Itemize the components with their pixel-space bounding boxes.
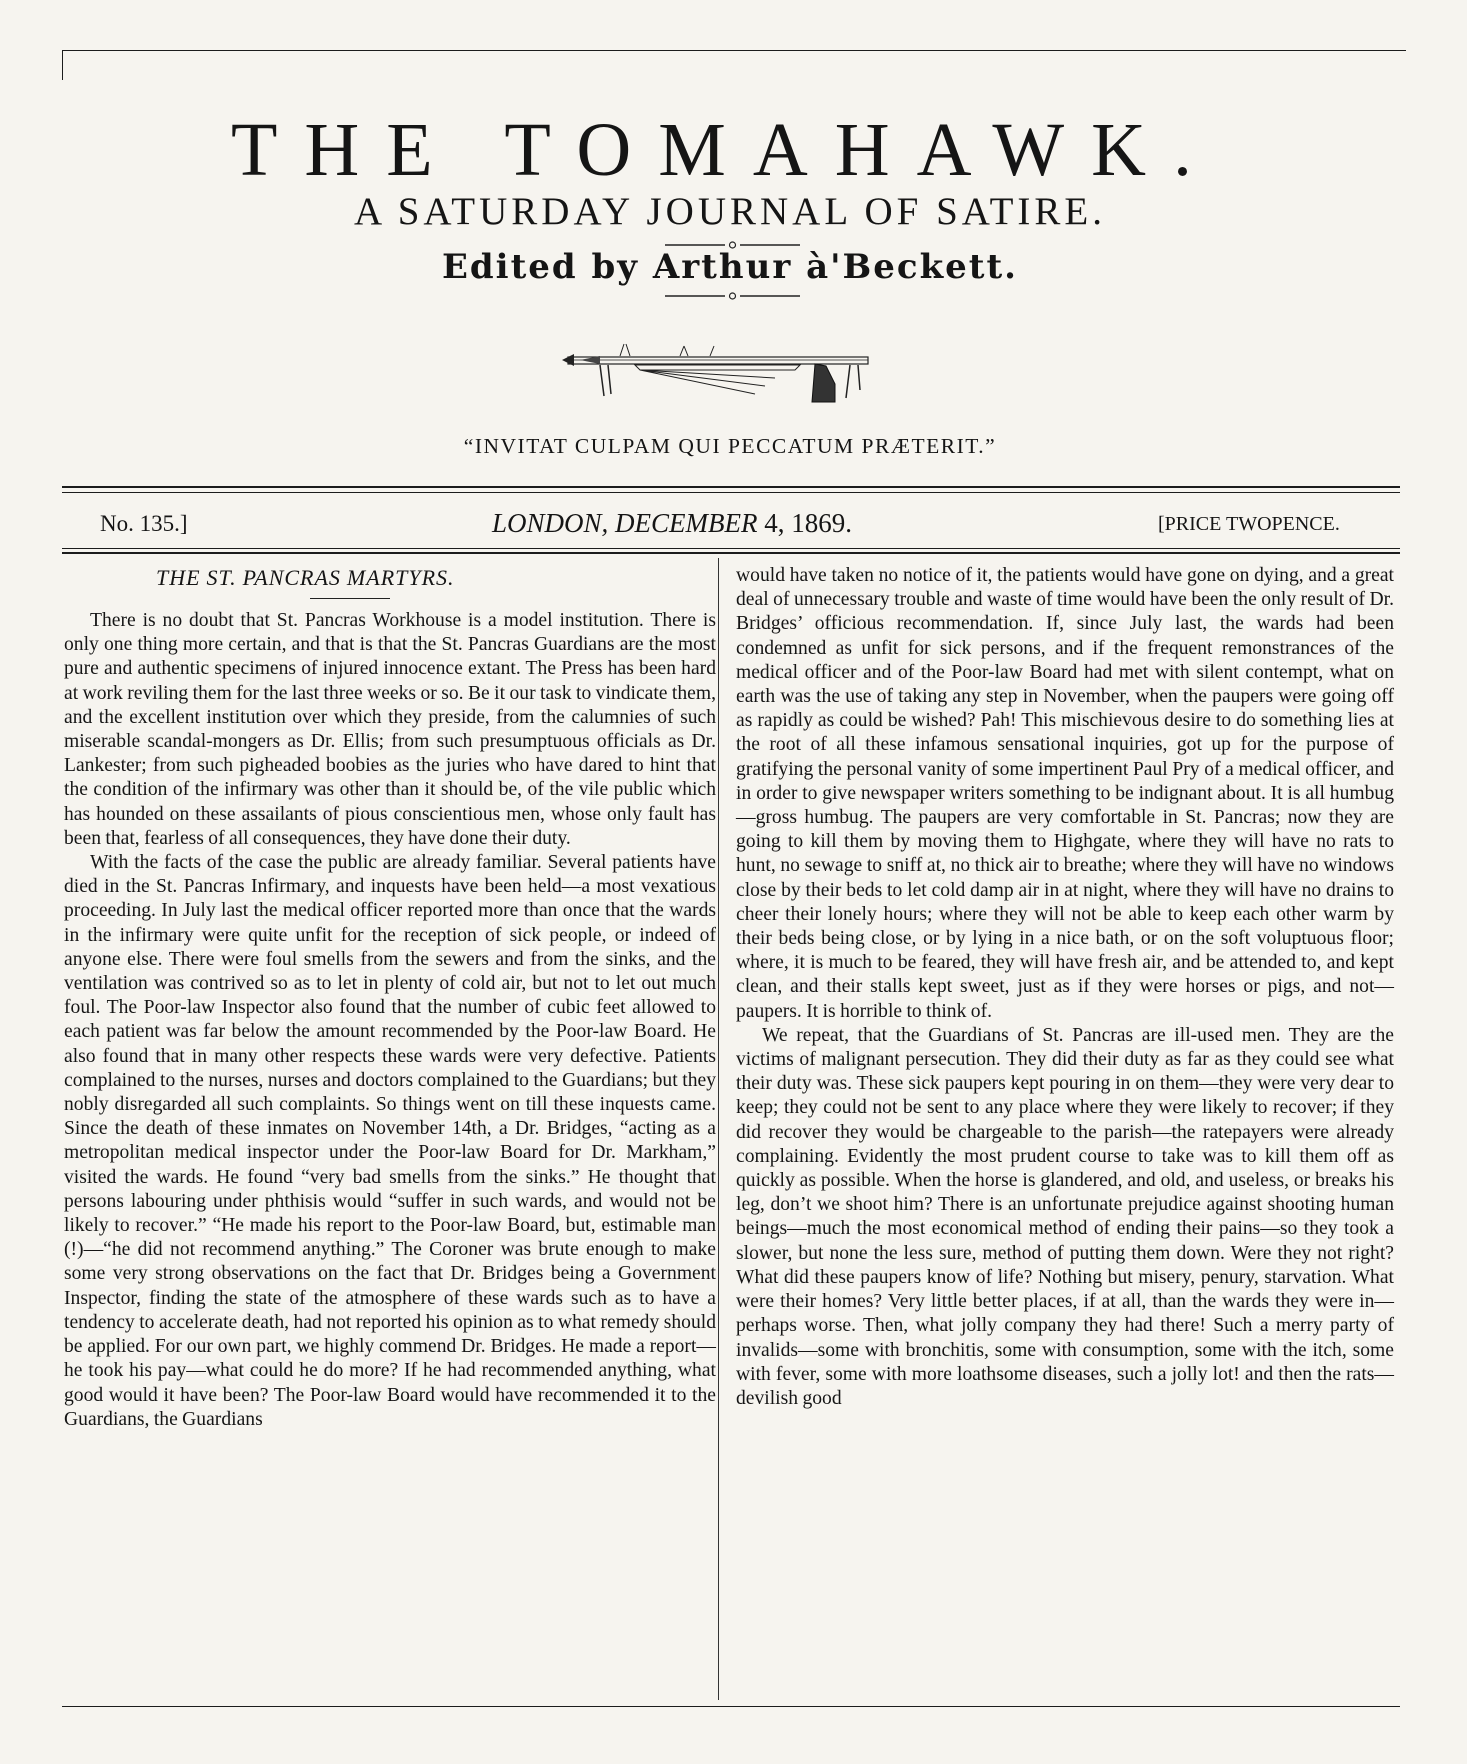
- article-paragraph: We repeat, that the Guardians of St. Pancras are ill-used men. They are the victims of malignant persecution. They did their duty as far as they could see what their duty was. These sick paupers kept pouring in on them—they were very dear to keep; they could not be sent to any place where they were likely to recover; if they did recover they would be chargeable to the parish—the ratepayers were already complaining. Evidently the most prudent course to take was to kill them off as quickly as possible. When the horse is glandered, and old, and useless, or breaks his leg, don’t we shoot him? There is an unfortunate prejudice against shooting human beings—much the most economical method of ending their pains—so they took a slower, but none the less sure, method of putting them down. Were they not right? What did these paupers know of life? Nothing but misery, penury, starvation. What were their homes? Very little better places, if at all, than the wards they were in—perhaps worse. Then, what jolly company they had there! Such a merry party of invalids—some with bronchitis, some with consumption, some with the itch, some with fever, some with more loathsome diseases, such a jolly lot! and then the rats—devilish good: [736, 1024, 1394, 1409]
- masthead-title: THE TOMAHAWK.: [230, 108, 1220, 192]
- top-border: [62, 50, 1406, 51]
- article-title: THE ST. PANCRAS MARTYRS.: [156, 565, 455, 590]
- column-right: [736, 564, 1394, 1411]
- motto: “INVITAT CULPAM QUI PECCATUM PRÆTERIT.”: [463, 434, 997, 458]
- issue-number: No. 135.]: [100, 511, 188, 536]
- issue-price: [PRICE TWOPENCE.: [1158, 513, 1340, 535]
- title-rule: [310, 598, 390, 599]
- masthead-subtitle: A SATURDAY JOURNAL OF SATIRE.: [353, 190, 1107, 233]
- issue-day: 4,: [764, 508, 785, 538]
- issue-place-month: LONDON, DECEMBER: [492, 508, 758, 538]
- left-border: [62, 50, 63, 80]
- header-rule-bottom: [62, 548, 1400, 549]
- article-paragraph: would have taken no notice of it, the patients would have gone on dying, and a great deal of unnecessary trouble and waste of time would have been the only result of Dr. Bridges’ officious recommendation. If, since July last, the wards had been condemned as unfit for sick persons, and if the frequent remonstrances of the medical officer and of the Poor-law Board had met with silent contempt, what on earth was the use of taking any step in November, when the paupers were going off as rapidly as could be wished? Pah! This mischievous desire to do something lies at the root of all these infamous sensational inquiries, got up for the purpose of gratifying the personal vanity of some impertinent Paul Pry of a medical officer, and in order to give newspaper writers something to be indignant about. It is all humbug—gross humbug. The paupers are very comfortable in St. Pancras; now they are going to kill them by moving them to Highgate, where they will have no rats to hunt, no sewage to sniff at, no thick air to breathe; where they will have no windows close by their beds to let cold damp air in at night, where they will have no drains to cheer their lonely hours; where they will not be able to keep each other warm by their beds being close, or by lying in a nice bath, or on the soft voluptuous floor; where, it is much to be feared, they will have fresh air, and be attended to, and kept clean, and their stalls kept sweet, just as if they were horses or pigs, and not—paupers. It is horrible to think of.: [736, 565, 1394, 1022]
- column-left: [64, 564, 716, 1432]
- header-rule-top-thin: [62, 492, 1400, 493]
- header-rule-top: [62, 486, 1400, 488]
- issue-date: [492, 510, 852, 537]
- ornament-rule-icon: [665, 290, 800, 302]
- editor-line: Edited by Arthur à'Beckett.: [441, 247, 1019, 287]
- column-divider: [718, 558, 719, 1700]
- header-rule-bottom-thick: [62, 552, 1400, 554]
- article-paragraph: With the facts of the case the public are already familiar. Several patients have died in the St. Pancras Infirmary, and inquests have been held—a most vexatious proceeding. In July last the medical officer reported more than once that the wards in the infirmary were quite unfit for the reception of sick people, or indeed of anyone else. There were foul smells from the sewers and from the sinks, and the ventilation was contrived so as to let in plenty of cold air, but not to let out much foul. The Poor-law Inspector also found that the number of cubic feet allowed to each patient was far below the amount recommended by the Poor-law Board. He also found that in many other respects these wards were very defective. Patients complained to the nurses, nurses and doctors complained to the Guardians; but they nobly disregarded all such complaints. So things went on till these inquests came. Since the death of these inmates on November 14th, a Dr. Bridges, “acting as a metropolitan medical inspector under the Poor-law Board for Dr. Markham,” visited the wards. He found “very bad smells from the sinks.” He thought that persons labouring under phthisis would “suffer in such wards, and would not be likely to recover.” “He made his report to the Poor-law Board, but, estimable man (!)—“he did not recommend anything.” The Coroner was brute enough to make some very strong observations on the fact that Dr. Bridges being a Government Inspector, finding the state of the atmosphere of these wards such as to have a tendency to accelerate death, had not reported his opinion as to what remedy should be applied. For our own part, we highly commend Dr. Bridges. He made a report—he took his pay—what could he do more? If he had recommended anything, what good would it have been? The Poor-law Board would have recommended it to the Guardians, the Guardians: [64, 852, 716, 1430]
- issue-year: 1869.: [791, 508, 852, 538]
- article-paragraph: There is no doubt that St. Pancras Workhouse is a model institution. There is only one thing more certain, and that is that the St. Pancras Guardians are the most pure and authentic specimens of injured innocence extant. The Press has been hard at work reviling them for the last three weeks or so. Be it our task to vindicate them, and the excellent institution over which they preside, from the calumnies of such miserable scandal-mongers as Dr. Ellis; from such presumptuous officials as Dr. Lankester; from such pigheaded boobies as the juries who have dared to hint that the condition of the infirmary was other than it should be, of the vile public which has hounded on these assailants of pious conscientious men, whose only fault has been that, fearless of all consequences, they have done their duty.: [64, 610, 716, 849]
- tomahawk-emblem-icon: [560, 340, 880, 410]
- footer-rule: [62, 1706, 1400, 1707]
